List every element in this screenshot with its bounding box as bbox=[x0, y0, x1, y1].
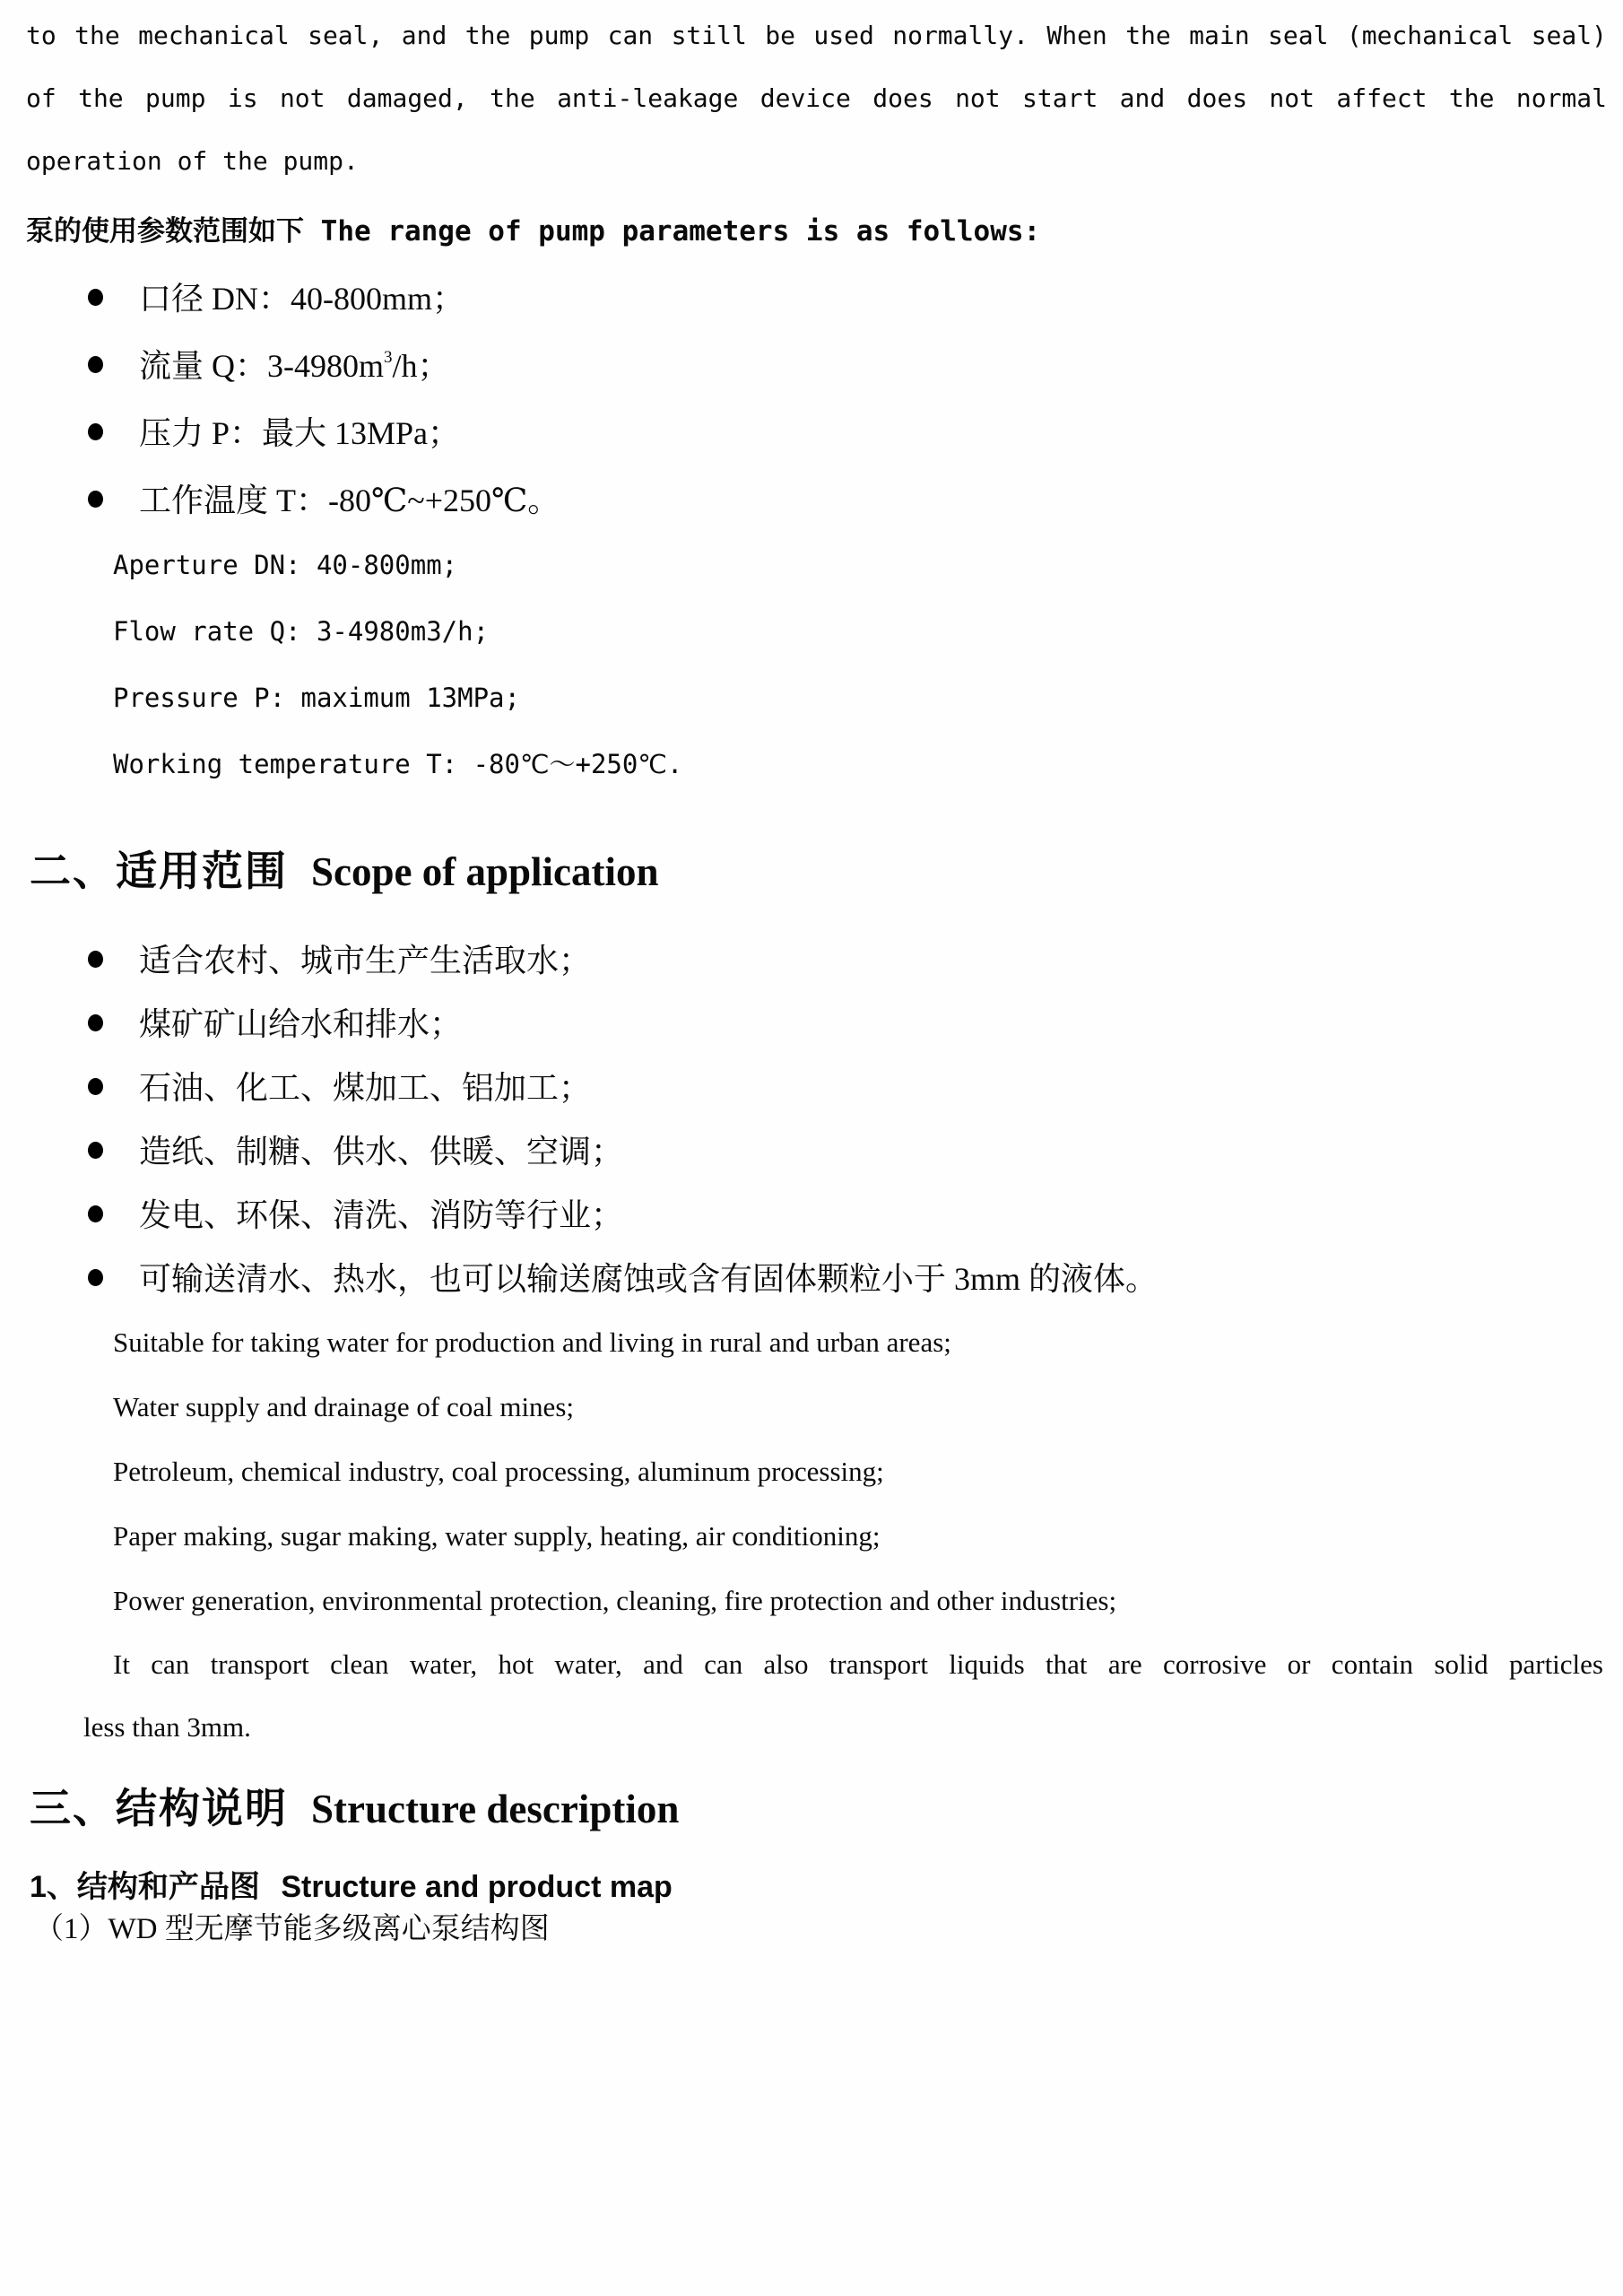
param-bullet-flow-text bbox=[139, 341, 450, 387]
flow-base: 流量 Q：3-4980m bbox=[139, 348, 384, 384]
param-bullet-pressure-text: 压力 P：最大 13MPa； bbox=[139, 415, 461, 451]
scope-bullet-6 bbox=[0, 1245, 1623, 1309]
section-heading-structure-en: Structure description bbox=[311, 1787, 680, 1831]
scope-bullet-5 bbox=[0, 1181, 1623, 1245]
scope-bullet-1 bbox=[0, 926, 1623, 990]
param-bullet-diameter bbox=[0, 263, 1623, 330]
scope-bullet-1-text: 适合农村、城市生产生活取水； bbox=[139, 943, 592, 978]
structure-subheading-en: Structure and product map bbox=[281, 1870, 673, 1904]
param-english-block bbox=[113, 532, 1623, 797]
scope-english-block bbox=[113, 1310, 1605, 1633]
flow-superscript: 3 bbox=[384, 348, 393, 367]
bullet-icon bbox=[88, 423, 103, 440]
param-en-aperture: Aperture DN: 40-800mm; bbox=[113, 550, 458, 580]
section-heading-structure-zh: 三、结构说明 bbox=[30, 1785, 288, 1831]
bullet-icon bbox=[88, 1269, 103, 1286]
scope-en-1: Suitable for taking water for production and living in rural and urban areas; bbox=[113, 1326, 951, 1358]
flow-rest: /h； bbox=[392, 348, 450, 384]
bullet-icon bbox=[88, 1014, 103, 1031]
scope-bullet-4-text: 造纸、制糖、供水、供暖、空调； bbox=[139, 1134, 624, 1170]
scope-bullet-3-text: 石油、化工、煤加工、铝加工； bbox=[139, 1070, 592, 1106]
scope-en-5: Power generation, environmental protection, cleaning, fire protection and other industries; bbox=[113, 1585, 1117, 1616]
param-en-flow: Flow rate Q: 3-4980m3/h; bbox=[113, 616, 490, 647]
scope-en-2: Water supply and drainage of coal mines; bbox=[113, 1391, 574, 1422]
transport-line-1: It can transport clean water, hot water, and can also transport liquids that are corrosive or contain solid particles bbox=[113, 1648, 1603, 1680]
param-bullet-pressure bbox=[0, 397, 1623, 465]
transport-line-2: less than 3mm. bbox=[83, 1711, 251, 1743]
intro-paragraph bbox=[26, 4, 1607, 193]
transport-paragraph bbox=[83, 1633, 1603, 1759]
param-bullet-list bbox=[0, 263, 1623, 532]
param-bullet-diameter-text: 口径 DN：40-800mm； bbox=[139, 281, 464, 317]
scope-bullet-2-text: 煤矿矿山给水和排水； bbox=[139, 1006, 463, 1042]
scope-en-4: Paper making, sugar making, water supply, heating, air conditioning; bbox=[113, 1520, 881, 1552]
bullet-icon bbox=[88, 1142, 103, 1159]
param-en-temperature: Working temperature T: -80℃～+250℃. bbox=[113, 749, 683, 779]
scope-bullet-2 bbox=[0, 990, 1623, 1054]
scope-en-3: Petroleum, chemical industry, coal processing, aluminum processing; bbox=[113, 1456, 884, 1487]
bullet-icon bbox=[88, 289, 103, 306]
bullet-icon bbox=[88, 491, 103, 508]
structure-figure-caption: （1）WD 型无摩节能多级离心泵结构图 bbox=[34, 1913, 550, 1945]
section-heading-structure bbox=[30, 1772, 1607, 1844]
param-bullet-temperature bbox=[0, 465, 1623, 532]
bullet-icon bbox=[88, 951, 103, 968]
scope-bullet-list bbox=[0, 926, 1623, 1309]
section-heading-scope-en: Scope of application bbox=[311, 849, 659, 894]
intro-line-2: of the pump is not damaged, the anti-leakage device does not start and does not affect the normal bbox=[26, 83, 1607, 113]
intro-line-3: operation of the pump. bbox=[26, 146, 359, 176]
intro-line-1: to the mechanical seal, and the pump can still be used normally. When the main seal (mechanical seal) bbox=[26, 21, 1607, 50]
scope-bullet-6-text: 可输送清水、热水，也可以输送腐蚀或含有固体颗粒小于 3mm 的液体。 bbox=[139, 1261, 1159, 1297]
section-heading-scope-zh: 二、适用范围 bbox=[30, 848, 288, 894]
params-heading: 泵的使用参数范围如下 The range of pump parameters is as follows: bbox=[26, 215, 1041, 248]
scope-bullet-4 bbox=[0, 1118, 1623, 1181]
param-en-pressure: Pressure P: maximum 13MPa; bbox=[113, 683, 520, 713]
bullet-icon bbox=[88, 356, 103, 373]
section-heading-scope bbox=[30, 835, 1607, 907]
bullet-icon bbox=[88, 1078, 103, 1095]
scope-bullet-3 bbox=[0, 1054, 1623, 1118]
scope-bullet-5-text: 发电、环保、清洗、消防等行业； bbox=[139, 1197, 624, 1233]
bullet-icon bbox=[88, 1205, 103, 1222]
structure-subheading bbox=[30, 1866, 1607, 1909]
param-bullet-flow bbox=[0, 330, 1623, 397]
structure-subheading-zh: 1、结构和产品图 bbox=[30, 1870, 260, 1904]
param-bullet-temperature-text: 工作温度 T：-80℃~+250℃。 bbox=[139, 483, 560, 518]
